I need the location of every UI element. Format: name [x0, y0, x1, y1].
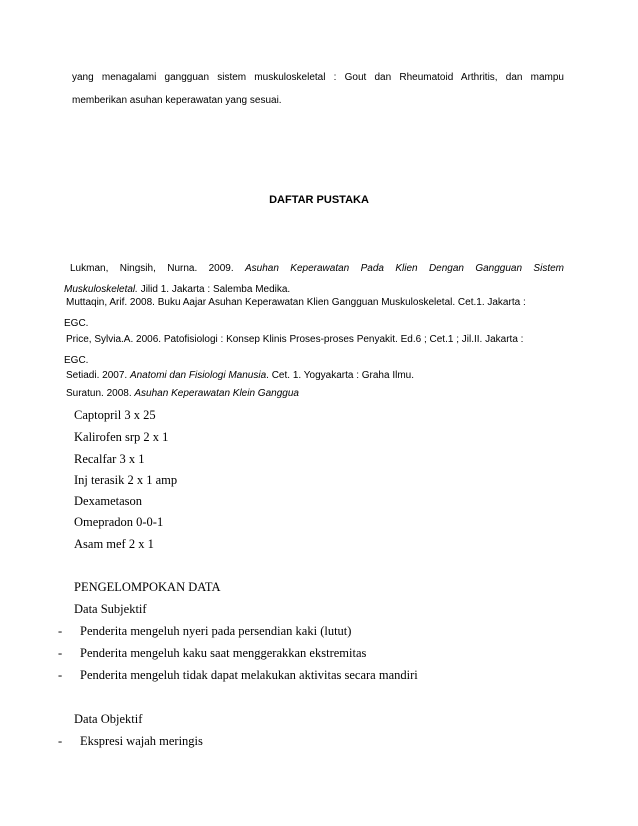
medication-item: Dexametason — [74, 494, 143, 508]
list-item-text: Ekspresi wajah meringis — [80, 734, 203, 748]
medication-item: Recalfar 3 x 1 — [74, 452, 145, 466]
reference-text: Jilid 1. Jakarta : Salemba Medika. — [140, 284, 291, 295]
reference-text: Suratun. 2008. — [66, 388, 132, 399]
reference-line: Muttaqin, Arif. 2008. Buku Aajar Asuhan Keperawatan Klien Gangguan Muskuloskeletal. Cet.1. Jakarta : — [66, 297, 526, 308]
bullet-dash: - — [58, 646, 63, 660]
reference-italic-title: Anatomi dan Fisiologi Manusia — [129, 370, 267, 381]
reference-italic-title: Asuhan Keperawatan Pada Klien Dengan Gangguan Sistem — [245, 263, 564, 274]
medication-item: Asam mef 2 x 1 — [74, 537, 154, 551]
section-title: PENGELOMPOKAN DATA — [74, 580, 221, 594]
subsection-title: Data Subjektif — [74, 602, 147, 616]
list-item-text: Penderita mengeluh nyeri pada persendian kaki (lutut) — [80, 624, 352, 638]
reference-italic-title: Muskuloskeletal. — [64, 284, 138, 295]
reference-entry — [64, 388, 564, 400]
reference-line: EGC. — [64, 318, 89, 329]
list-item-text: Penderita mengeluh kaku saat menggerakkan ekstremitas — [80, 646, 367, 660]
reference-entry — [64, 263, 564, 296]
intro-line-1: yang menagalami gangguan sistem muskuloskeletal : Gout dan Rheumatoid Arthritis, dan mampu — [72, 72, 564, 83]
subsection-title: Data Objektif — [74, 712, 143, 726]
medication-item: Inj terasik 2 x 1 amp — [74, 473, 178, 487]
bullet-dash: - — [58, 734, 63, 748]
medication-item: Omepradon 0-0-1 — [74, 515, 164, 529]
reference-italic-title: Asuhan Keperawatan Klein Ganggua — [134, 388, 299, 399]
medication-item: Kalirofen srp 2 x 1 — [74, 430, 169, 444]
bullet-dash: - — [58, 624, 63, 638]
bullet-dash: - — [58, 668, 63, 682]
reference-line: Price, Sylvia.A. 2006. Patofisiologi : Konsep Klinis Proses-proses Penyakit. Ed.6 ; Cet.1 ; Jil.II. Jakarta : — [66, 334, 524, 345]
intro-line-2: memberikan asuhan keperawatan yang sesuai. — [72, 95, 282, 106]
reference-line — [64, 388, 564, 400]
reference-entry — [64, 297, 564, 330]
reference-entry — [64, 334, 564, 367]
reference-line — [64, 263, 564, 275]
reference-entry — [64, 370, 564, 382]
reference-line: EGC. — [64, 355, 89, 366]
list-item-text: Penderita mengeluh tidak dapat melakukan aktivitas secara mandiri — [80, 668, 418, 682]
medication-item: Captopril 3 x 25 — [74, 408, 156, 422]
reference-text: Setiadi. 2007. — [66, 370, 128, 381]
reference-text: Lukman, Ningsih, Nurna. 2009. — [70, 263, 234, 274]
reference-line — [64, 370, 564, 382]
reference-line — [64, 284, 564, 296]
page-title: DAFTAR PUSTAKA — [269, 194, 369, 206]
reference-text: . Cet. 1. Yogyakarta : Graha Ilmu. — [266, 370, 414, 381]
